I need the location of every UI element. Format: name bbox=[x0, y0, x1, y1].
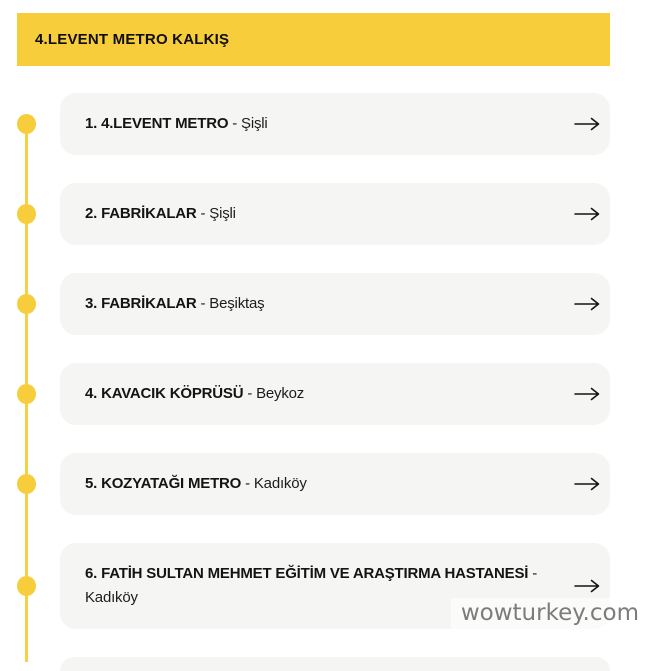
stop-label bbox=[85, 112, 574, 136]
stop-name: 4. KAVACIK KÖPRÜSÜ bbox=[85, 385, 248, 402]
stop-label bbox=[85, 202, 574, 226]
arrow-right-icon[interactable] bbox=[574, 579, 600, 593]
stop-card[interactable] bbox=[60, 93, 610, 155]
route-title: 4.LEVENT METRO KALKIŞ bbox=[35, 31, 230, 48]
arrow-right-icon[interactable] bbox=[574, 207, 600, 221]
stops-list bbox=[60, 93, 610, 629]
stop-card-partial[interactable] bbox=[60, 657, 610, 671]
arrow-right-icon[interactable] bbox=[574, 117, 600, 131]
arrow-right-icon[interactable] bbox=[574, 297, 600, 311]
watermark: wowturkey.com bbox=[451, 598, 642, 630]
stop-district: - Beykoz bbox=[247, 385, 305, 402]
stop-card[interactable] bbox=[60, 453, 610, 515]
stops-section bbox=[60, 93, 610, 671]
stop-dot-icon bbox=[17, 474, 36, 494]
stop-dot-icon bbox=[17, 204, 36, 224]
stop-name: 1. 4.LEVENT METRO bbox=[85, 115, 233, 132]
stop-district: - Şişli bbox=[200, 205, 236, 222]
route-header bbox=[17, 13, 610, 66]
stop-name: 3. FABRİKALAR bbox=[85, 295, 201, 312]
stop-name: 2. FABRİKALAR bbox=[85, 205, 201, 222]
stop-district: - Kadıköy bbox=[245, 475, 307, 492]
stop-dot-icon bbox=[17, 384, 36, 404]
stop-label bbox=[85, 292, 574, 316]
stop-dot-icon bbox=[17, 114, 36, 134]
stop-label bbox=[85, 472, 574, 496]
stop-district: - Şişli bbox=[232, 115, 268, 132]
stop-card[interactable] bbox=[60, 273, 610, 335]
stop-name: 6. FATİH SULTAN MEHMET EĞİTİM VE ARAŞTIRMA HASTANESİ bbox=[85, 565, 533, 582]
stop-name: 5. KOZYATAĞI METRO bbox=[85, 475, 246, 492]
stop-district: - Beşiktaş bbox=[200, 295, 265, 312]
stop-label bbox=[85, 382, 574, 406]
stop-card[interactable] bbox=[60, 183, 610, 245]
stop-card[interactable] bbox=[60, 363, 610, 425]
stop-district: - Kadıköy bbox=[85, 565, 537, 606]
arrow-right-icon[interactable] bbox=[574, 387, 600, 401]
stop-dot-icon bbox=[17, 294, 36, 314]
stop-dot-icon bbox=[17, 576, 36, 596]
arrow-right-icon[interactable] bbox=[574, 477, 600, 491]
